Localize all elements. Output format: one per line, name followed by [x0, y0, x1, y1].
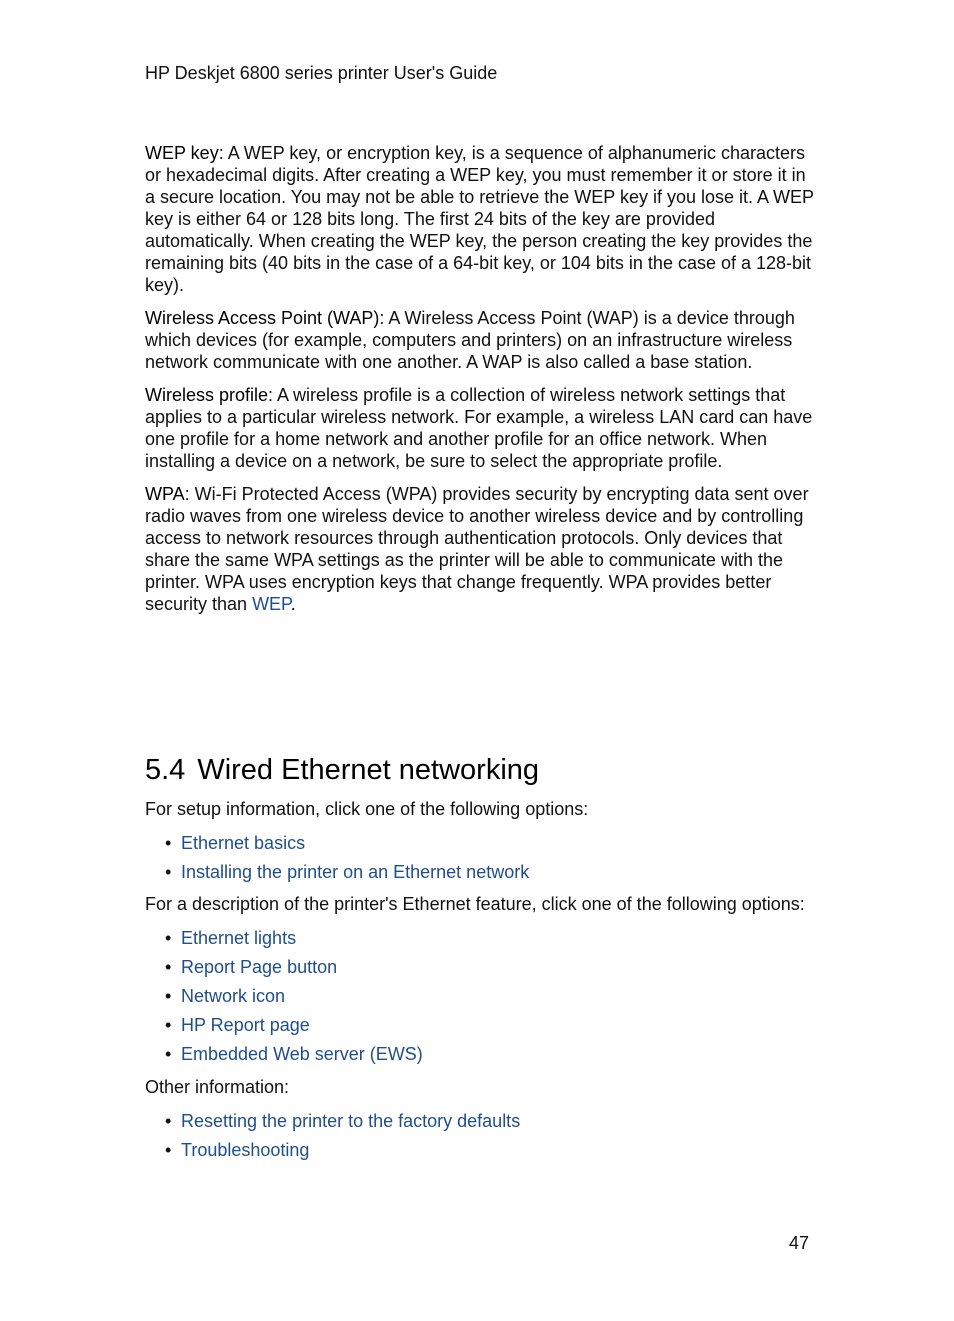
glossary-definitions [145, 142, 815, 626]
definition-tail: . [290, 594, 296, 614]
bullet-icon: • [165, 928, 172, 948]
link-reset-factory-defaults[interactable]: Resetting the printer to the factory defaults [181, 1111, 521, 1131]
term-wep-key: WEP key [145, 143, 219, 163]
running-header: HP Deskjet 6800 series printer User's Guide [145, 63, 498, 83]
section-title-text: Wired Ethernet networking [197, 754, 540, 786]
link-ethernet-basics[interactable]: Ethernet basics [181, 833, 306, 853]
list-item [145, 956, 825, 985]
list-item [145, 832, 825, 861]
list-item [145, 1043, 825, 1072]
link-network-icon[interactable]: Network icon [181, 986, 286, 1006]
definition-text: : A Wireless Access Point (WAP) is a device through which devices (for example, computers and printers) on an infrastructure wireless network communicate with one another. A WAP is also called a base station. [145, 308, 795, 372]
term-wireless-profile: Wireless profile [145, 385, 269, 405]
link-wep[interactable]: WEP [252, 594, 291, 614]
bullet-icon: • [165, 986, 172, 1006]
feature-intro: For a description of the printer's Ethernet feature, click one of the following options: [145, 894, 805, 914]
setup-block [145, 798, 825, 820]
feature-links [145, 927, 825, 1072]
link-embedded-web-server[interactable]: Embedded Web server (EWS) [181, 1044, 423, 1064]
term-wpa: WPA [145, 484, 185, 504]
bullet-icon: • [165, 957, 172, 977]
feature-block [145, 893, 825, 915]
list-item [145, 1110, 825, 1139]
definition-text: : A wireless profile is a collection of wireless network settings that applies to a particular wireless network. For example, a wireless LAN card can have one profile for a home network and another profile for an office network. When installing a device on a network, be sure to select the appropriate profile. [145, 385, 813, 471]
definition-text: : Wi-Fi Protected Access (WPA) provides security by encrypting data sent over radio waves from one wireless device to another wireless device and by controlling access to network resources through authentication protocols. Only devices that share the same WPA settings as the printer will be able to communicate with the printer. WPA uses encryption keys that change frequently. WPA provides better security than [145, 484, 809, 614]
definition-text: : A WEP key, or encryption key, is a sequence of alphanumeric characters or hexadecimal digits. After creating a WEP key, you must remember it or store it in a secure location. You may not be able to retrieve the WEP key if you lose it. A WEP key is either 64 or 128 bits long. The first 24 bits of the key are provided automatically. When creating the WEP key, the person creating the key provides the remaining bits (40 bits in the case of a 64-bit key, or 104 bits in the case of a 128-bit key). [145, 143, 814, 295]
link-installing-printer-ethernet[interactable]: Installing the printer on an Ethernet network [181, 862, 530, 882]
list-item [145, 927, 825, 956]
page-number: 47 [788, 1233, 809, 1253]
bullet-icon: • [165, 1044, 172, 1064]
setup-intro: For setup information, click one of the following options: [145, 799, 589, 819]
definition-wep-key [145, 142, 815, 296]
list-item [145, 1014, 825, 1043]
link-troubleshooting[interactable]: Troubleshooting [181, 1140, 310, 1160]
bullet-icon: • [165, 1140, 172, 1160]
bullet-icon: • [165, 862, 172, 882]
term-wap: Wireless Access Point (WAP) [145, 308, 380, 328]
bullet-icon: • [165, 1015, 172, 1035]
bullet-icon: • [165, 1111, 172, 1131]
link-hp-report-page[interactable]: HP Report page [181, 1015, 310, 1035]
list-item [145, 861, 825, 890]
section-number: 5.4 [145, 754, 186, 786]
definition-wap [145, 307, 815, 373]
section-heading [145, 752, 539, 788]
link-report-page-button[interactable]: Report Page button [181, 957, 338, 977]
definition-wireless-profile [145, 384, 815, 472]
other-intro: Other information: [145, 1077, 290, 1097]
bullet-icon: • [165, 833, 172, 853]
link-ethernet-lights[interactable]: Ethernet lights [181, 928, 297, 948]
list-item [145, 985, 825, 1014]
other-block [145, 1076, 825, 1098]
list-item [145, 1139, 825, 1168]
setup-links [145, 832, 825, 890]
other-links [145, 1110, 825, 1168]
definition-wpa [145, 483, 815, 615]
